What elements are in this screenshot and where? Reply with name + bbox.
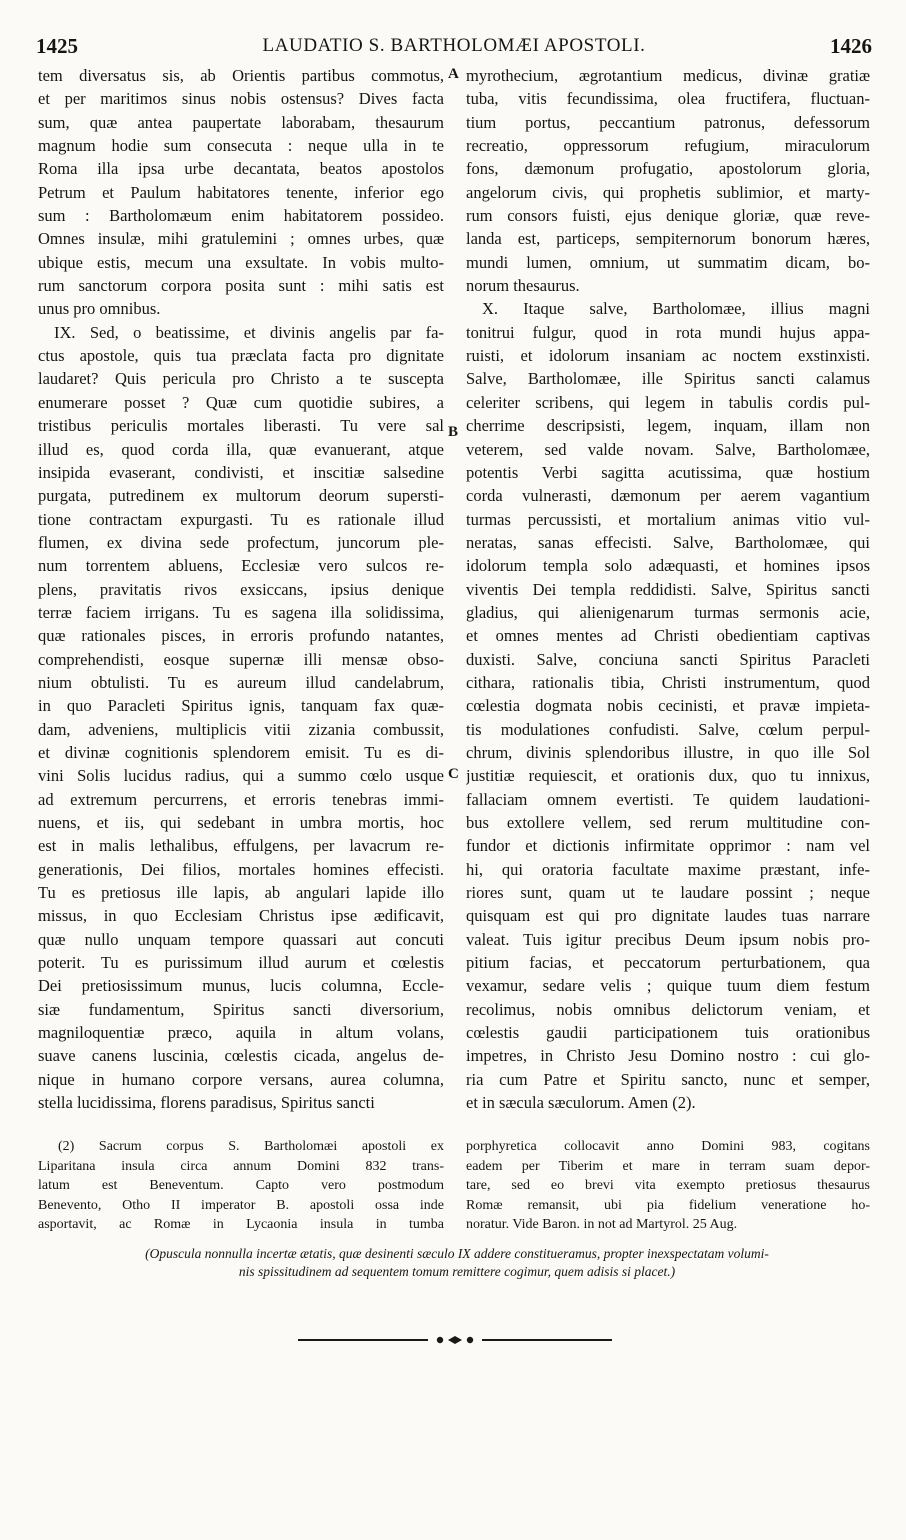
text-line: cithara, rationalis tibia, Christi instrumentum, quod xyxy=(466,672,870,692)
ornament-rule xyxy=(298,1334,612,1346)
text-line: impetres, in Christo Jesu Domino nostro : cui glo- xyxy=(466,1046,870,1066)
footnote-line: Romæ remansit, ubi pia fidelium veneratione ho- xyxy=(466,1197,870,1213)
running-header xyxy=(36,34,872,60)
text-line: turmas percussisti, et mortalium animas vitio vul- xyxy=(466,509,870,529)
text-line: enumerare posset ? Quæ cum quotidie subires, a xyxy=(38,392,444,412)
text-line: fons, dæmonum profugatio, apostolorum gloria, xyxy=(466,159,870,179)
text-line: duxisti. Salve, conciuna sancti Spiritus Paracleti xyxy=(466,649,870,669)
running-title: LAUDATIO S. BARTHOLOMÆI APOSTOLI. xyxy=(262,35,646,56)
text-line: fundor et dictionis infirmitate opprimor : nam vel xyxy=(466,836,870,856)
text-line: gladius, qui alienigenarum turmas sermonis acie, xyxy=(466,602,870,622)
text-line: bus extollere vellem, sed rerum multitudine con- xyxy=(466,813,870,832)
text-line: cherrime descripsisti, legem, inquam, illam non xyxy=(466,416,870,436)
text-line: poterit. Tu es purissimum illud aurum et cœlestis xyxy=(38,953,444,973)
text-line: laudaret? Quis pericula pro Christo a te suscepta xyxy=(38,369,444,389)
footnote-line: porphyretica collocavit anno Domini 983, cogitans xyxy=(466,1139,870,1154)
text-line: cœlestis gaudii participationem tuis orationibus xyxy=(466,1023,870,1043)
text-line: justitiæ requiescit, et orationis dux, quo tu innixus, xyxy=(466,766,870,786)
text-line: tristibus periculis mortales liberasti. Tu vere sal xyxy=(38,416,444,436)
margin-mark-b: B xyxy=(448,424,459,440)
right-column xyxy=(466,64,870,1114)
text-line: idolorum templa solo adæquasti, et homines ipsos xyxy=(466,556,870,576)
text-line: tione contractam expurgasti. Tu es rationale illud xyxy=(38,509,444,529)
text-line: chrum, divinis splendoribus illustre, in quo ille Sol xyxy=(466,742,870,762)
footnote-line: tare, sed eo brevi vita exempto pretiosus thesaurus xyxy=(466,1178,870,1193)
text-line: rum sanctorum corpora posita sunt : mihi satis est xyxy=(38,276,444,296)
text-line: magnum hodie sum consecuta : neque ulla in te xyxy=(38,136,444,156)
text-line: myrothecium, ægrotantium medicus, divinæ gratiæ xyxy=(466,66,870,85)
text-line: neratas, sanas effecisti. Salve, Bartholomæe, qui xyxy=(466,532,870,552)
text-line: tis modulationes confudisti. Salve, cœlum perpul- xyxy=(466,719,870,739)
footnote-line: eadem per Tiberim et mare in terram suam depor- xyxy=(466,1158,870,1174)
text-line: et divinæ cognitionis splendorem emisit. Tu es di- xyxy=(38,742,444,762)
text-line: X. Itaque salve, Bartholomæe, illius magni xyxy=(482,299,870,319)
editor-note-line: (Opuscula nonnulla incertæ ætatis, quæ desinenti sæculo IX addere constitueramus, propter inexspectatam volumi- xyxy=(145,1246,769,1261)
text-line: corda vulnerasti, dæmonum per aerem vagantium xyxy=(466,486,870,506)
text-line: ria cum Patre et Spiritu sancto, nunc et semper, xyxy=(466,1069,870,1089)
text-line: cœlestia dogmata nobis cecinisti, et pravæ impieta- xyxy=(466,696,870,716)
text-line: in quo Paracleti Spiritus ignis, tanquam fax quæ- xyxy=(38,696,444,716)
text-line: insipida evaserant, condivisti, et inscitiæ salsedine xyxy=(38,462,444,482)
text-line: ad extremum percurrens, et erroris tenebras immi- xyxy=(38,789,444,809)
text-line: IX. Sed, o beatissime, et divinis angelis par fa- xyxy=(54,322,444,342)
text-line: siæ fundamentum, Spiritus sancti diversorium, xyxy=(38,999,444,1019)
text-line: plens, pravitatis rivos exsiccans, ipsius denique xyxy=(38,579,444,599)
text-line: vini Solis lucidus radius, qui a summo cœlo usque xyxy=(38,766,444,786)
left-column xyxy=(38,64,444,1114)
text-line: rum consors fuisti, ejus denique gloriæ, quæ reve- xyxy=(466,206,870,226)
text-line: quæ nullo unquam tempore quassari aut concuti xyxy=(38,929,444,949)
text-line: recolimus, nobis omnibus delictorum veniam, et xyxy=(466,999,870,1019)
text-line: terræ faciem irrigans. Tu es sagena illa solidissima, xyxy=(38,602,444,622)
text-line: celeriter scribens, qui legem in tabulis cordis pul- xyxy=(466,392,870,412)
text-line: est in malis lethalibus, effulgens, per lavacrum re- xyxy=(38,836,444,856)
footnote-line: asportavit, ac Romæ in Lycaonia insula in tumba xyxy=(38,1217,444,1232)
text-line: unus pro omnibus. xyxy=(38,299,161,319)
text-line: Petrum et Paulum habitatores tenente, inferior ego xyxy=(38,182,444,202)
text-line: Tu es pretiosus ille lapis, ab angulari lapide illo xyxy=(38,883,444,903)
text-line: landa est, particeps, sempiternorum bonorum hæres, xyxy=(466,229,870,249)
text-line: angelorum civis, qui prophetis sublimior, et marty- xyxy=(466,182,870,202)
text-line: veterem, sed valde novam. Salve, Bartholomæe, xyxy=(466,439,870,459)
footnote-line: noratur. Vide Baron. in not ad Martyrol. 25 Aug. xyxy=(466,1217,738,1232)
text-line: viventis Dei templa reddidisti. Salve, Spiritus sancti xyxy=(466,579,870,599)
text-line: illud es, quod corda illa, quæ evanuerant, atque xyxy=(38,439,444,459)
footnote-line: (2) Sacrum corpus S. Bartholomæi apostoli ex xyxy=(58,1139,444,1154)
text-line: et in sæcula sæculorum. Amen (2). xyxy=(466,1093,696,1113)
text-line: nuens, et iis, qui sedebant in umbra mortis, hoc xyxy=(38,813,444,832)
text-line: dam, adveniens, multiplicis vitii zizania combussit, xyxy=(38,719,444,739)
text-line: Dei pretiosissimum munus, lucis columna, Eccle- xyxy=(38,976,444,996)
text-line: magniloquentiæ præco, aquila in altum volans, xyxy=(38,1023,444,1043)
text-line: comprehendisti, eosque supernæ illi mensæ obso- xyxy=(38,649,444,669)
text-line: quæ rationales pisces, in erroris profundo natantes, xyxy=(38,626,444,646)
page-number-left: 1425 xyxy=(36,34,78,58)
text-line: ubique estis, mecum una exsultate. In vobis multo- xyxy=(38,252,444,272)
text-line: mundi lumen, omnium, ut summatim dicam, bo- xyxy=(466,252,870,272)
text-line: flumen, ex divina sede profectum, juncorum ple- xyxy=(38,532,444,552)
text-line: tium portus, peccantium patronus, defessorum xyxy=(466,112,870,132)
text-line: missus, in quo Ecclesiam Christus ipse ædificavit, xyxy=(38,906,444,926)
text-line: ctus apostole, quis tua præclata facta pro dignitate xyxy=(38,346,444,366)
editor-note xyxy=(44,1245,870,1281)
text-line: stella lucidissima, florens paradisus, Spiritus sancti xyxy=(38,1093,375,1113)
text-line: recreatio, oppressorum refugium, miraculorum xyxy=(466,136,870,156)
text-line: sum, quæ antea paupertate laborabam, thesaurum xyxy=(38,112,444,132)
footnote-line: latum est Beneventum. Capto vero postmodum xyxy=(38,1178,444,1193)
text-line: riores sunt, quam ut te laudare possint ; neque xyxy=(466,883,870,903)
text-line: Roma illa ipsa urbe decantata, beatos apostolos xyxy=(38,159,444,179)
text-line: Salve, Bartholomæe, ille Spiritus sancti calamus xyxy=(466,369,870,389)
footnote-left xyxy=(38,1137,444,1235)
footnote-line: Liparitana insula circa annum Domini 832 trans- xyxy=(38,1158,444,1174)
text-line: potentis Verbi sagitta acutissima, quæ hostium xyxy=(466,462,870,482)
text-line: num torrentem abluens, Ecclesiæ vero sulcos re- xyxy=(38,556,444,576)
text-line: quisquam est qui pro dignitate laudes tuas narrare xyxy=(466,906,870,926)
text-line: tonitrui fulgur, quod in rota mundi hujus appa- xyxy=(466,322,870,342)
text-line: hi, qui oratoria facultate maxime præstant, infe- xyxy=(466,859,870,879)
text-line: generationis, Dei filios, mortales homines effecisti. xyxy=(38,859,444,879)
text-line: sum : Bartholomæum enim habitatorem possideo. xyxy=(38,206,444,226)
text-line: valeat. Tuis igitur precibus Deum ipsum nobis pro- xyxy=(466,929,870,949)
text-line: suave canens luscinia, cœlestis cicada, angelus de- xyxy=(38,1046,444,1066)
text-line: nique in humano corpore versans, aurea columna, xyxy=(38,1069,444,1089)
footnote-line: Benevento, Otho II imperator B. apostoli ossa inde xyxy=(38,1197,444,1213)
text-line: purgata, putredinem ex multorum deorum supersti- xyxy=(38,486,444,506)
text-line: nium obtulisti. Tu es aureum illud candelabrum, xyxy=(38,672,444,692)
text-line: fallaciam omnem evertisti. Te quidem laudationi- xyxy=(466,789,870,809)
text-line: pitium facias, et peccatorum perturbationem, qua xyxy=(466,953,870,973)
text-line: norum thesaurus. xyxy=(466,276,580,296)
footnote-right xyxy=(466,1137,870,1235)
text-line: vexamur, sedare velis ; quique tuum diem festum xyxy=(466,976,870,996)
margin-mark-c: C xyxy=(448,766,459,782)
text-line: et per maritimos sinus nobis ostensus? Dives facta xyxy=(38,89,444,109)
text-line: Omnes insulæ, mihi gratulemini ; omnes urbes, quæ xyxy=(38,229,444,249)
editor-note-line: nis spissitudinem ad sequentem tomum remittere cogimur, quem adisis si placet.) xyxy=(238,1264,676,1279)
text-line: et omnes mentes ad Christi obedientiam captivas xyxy=(466,626,870,646)
text-line: tuba, vitis fecundissima, olea fructifera, fluctuan- xyxy=(466,89,870,109)
text-line: tem diversatus sis, ab Orientis partibus commotus, xyxy=(38,66,444,85)
text-line: ruisti, et idolorum insaniam ac noctem exstinxisti. xyxy=(466,346,870,366)
margin-mark-a: A xyxy=(448,66,459,82)
page-number-right: 1426 xyxy=(830,34,872,58)
